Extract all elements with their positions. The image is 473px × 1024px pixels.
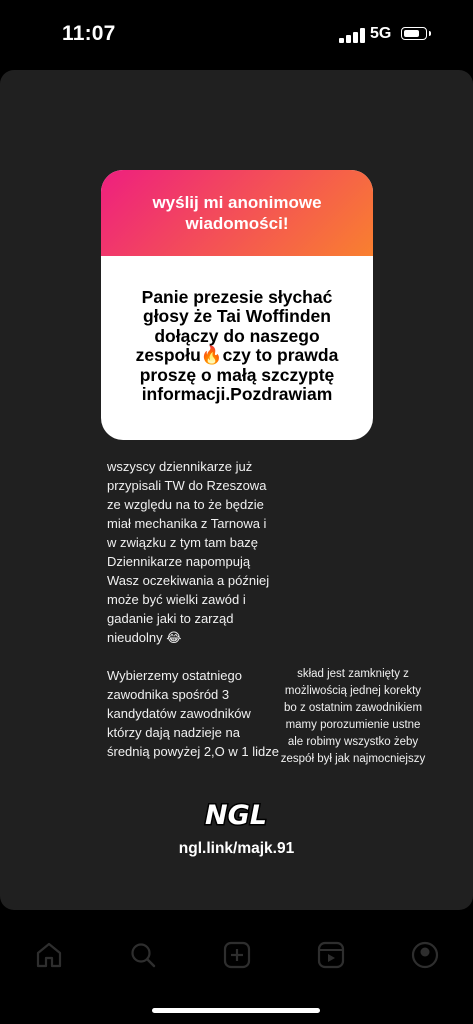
profile-icon[interactable] [410, 940, 440, 970]
reply-side-note: skład jest zamknięty z możliwością jednej korekty bo z ostatnim zawodnikiem mamy porozumienie ustne ale robimy wszystko żeby zespół był jak najmocniejszy [280, 668, 426, 765]
ngl-question-card [101, 170, 373, 440]
reels-icon[interactable] [316, 940, 346, 970]
battery-icon [401, 27, 427, 40]
reply-text [107, 457, 279, 761]
story-card[interactable] [0, 70, 473, 910]
reply-paragraph: Wybierzemy ostatniego zawodnika spośród 3 kandydatów zawodników którzy dają nadzieje na średnią powyżej 2,O w 1 lidze [107, 668, 279, 759]
status-bar [0, 0, 473, 70]
ngl-card-header [101, 170, 373, 256]
search-icon[interactable] [128, 940, 158, 970]
ngl-prompt: wyślij mi anonimowe wiadomości! [152, 193, 322, 233]
status-time: 11:07 [62, 22, 116, 45]
cellular-signal-icon [339, 27, 365, 43]
home-indicator[interactable] [152, 1008, 320, 1013]
ngl-logo-text: NGL [205, 800, 267, 831]
ngl-question: Panie prezesie słychać głosy że Tai Woffinden dołączy do naszego zespołu🔥czy to prawda proszę o małą szczyptę informacji.Pozdrawiam [135, 286, 339, 404]
battery-level [404, 30, 419, 37]
ngl-link[interactable]: ngl.link/majk.91 [178, 840, 295, 857]
reply-paragraph: wszyscy dziennikarze już przypisali TW do Rzeszowa ze względu na to że będzie miał mechanika z Tarnowa i w związku z tym tam bazę Dziennikarze napompują Wasz oczekiwania a później może być wielki zawód i gadanie jaki to zarząd nieudolny 😂 [107, 459, 270, 645]
bottom-navigation [0, 910, 473, 1024]
create-post-icon[interactable] [222, 940, 252, 970]
ngl-card-body [101, 256, 373, 440]
ngl-logo [200, 794, 272, 834]
network-type: 5G [370, 25, 392, 42]
home-icon[interactable] [34, 940, 64, 970]
